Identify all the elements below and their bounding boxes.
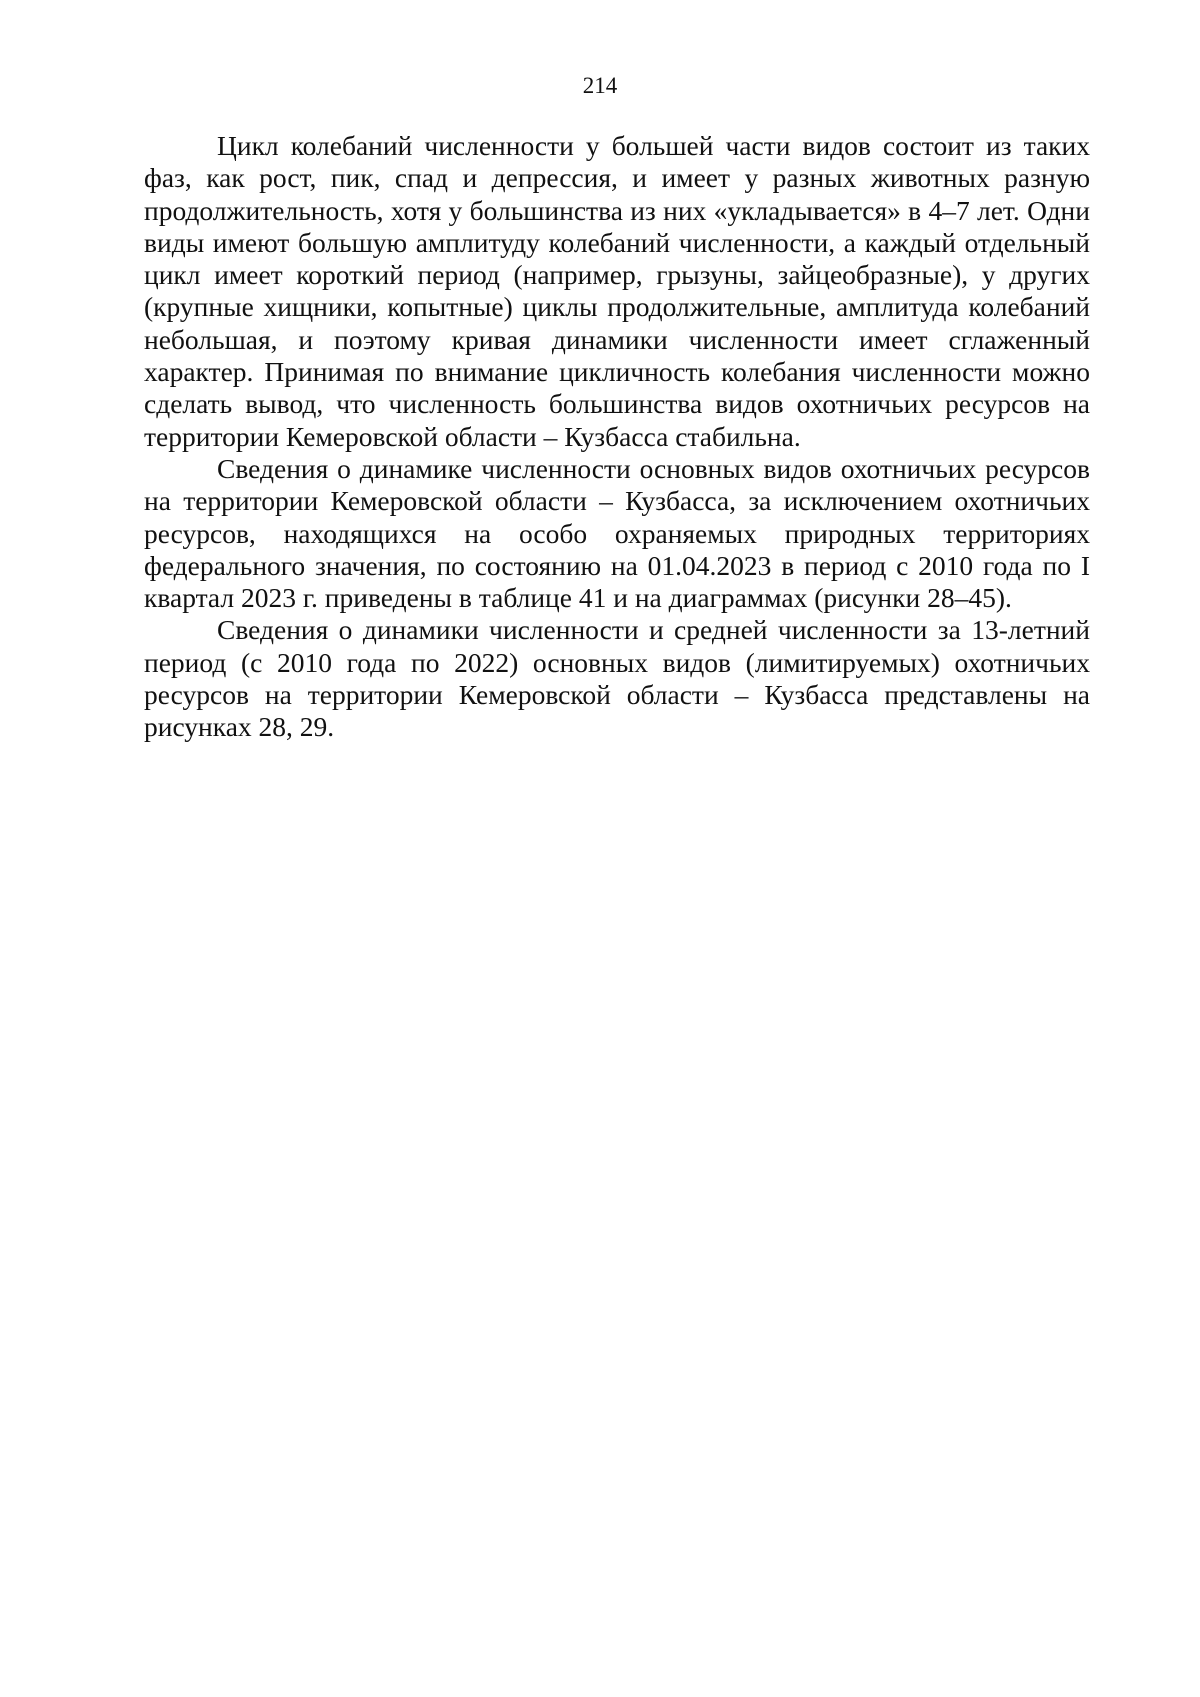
document-body [144, 130, 1090, 744]
paragraph-population-dynamics-info: Сведения о динамике численности основных видов охотничьих ресурсов на территории Кемеровской области – Кузбасса, за исключением охотничьих ресурсов, находящихся на особо охраняемых природных территориях федерального значения, по состоянию на 01.04.2023 в период с 2010 года по I квартал 2023 г. приведены в таблице 41 и на диаграммах (рисунки 28–45). [144, 452, 1090, 614]
paragraph-population-cycles: Цикл колебаний численности у большей части видов состоит из таких фаз, как рост, пик, спад и депрессия, и имеет у разных животных разную продолжительность, хотя у большинства из них «укладывается» в 4–7 лет. Одни виды имеют большую амплитуду колебаний численности, а каждый отдельный цикл имеет короткий период (например, грызуны, зайцеобразные), у других (крупные хищники, копытные) циклы продолжительные, амплитуда колебаний небольшая, и поэтому кривая динамики численности имеет сглаженный характер. Принимая по внимание цикличность колебания численности можно сделать вывод, что численность большинства видов охотничьих ресурсов на территории Кемеровской области – Кузбасса стабильна. [144, 130, 1090, 452]
paragraph-average-population-info: Сведения о динамики численности и средней численности за 13-летний период (с 2010 года по 2022) основных видов (лимитируемых) охотничьих ресурсов на территории Кемеровской области – Кузбасса представлены на рисунках 28, 29. [144, 614, 1090, 743]
page-number: 214 [582, 73, 618, 98]
